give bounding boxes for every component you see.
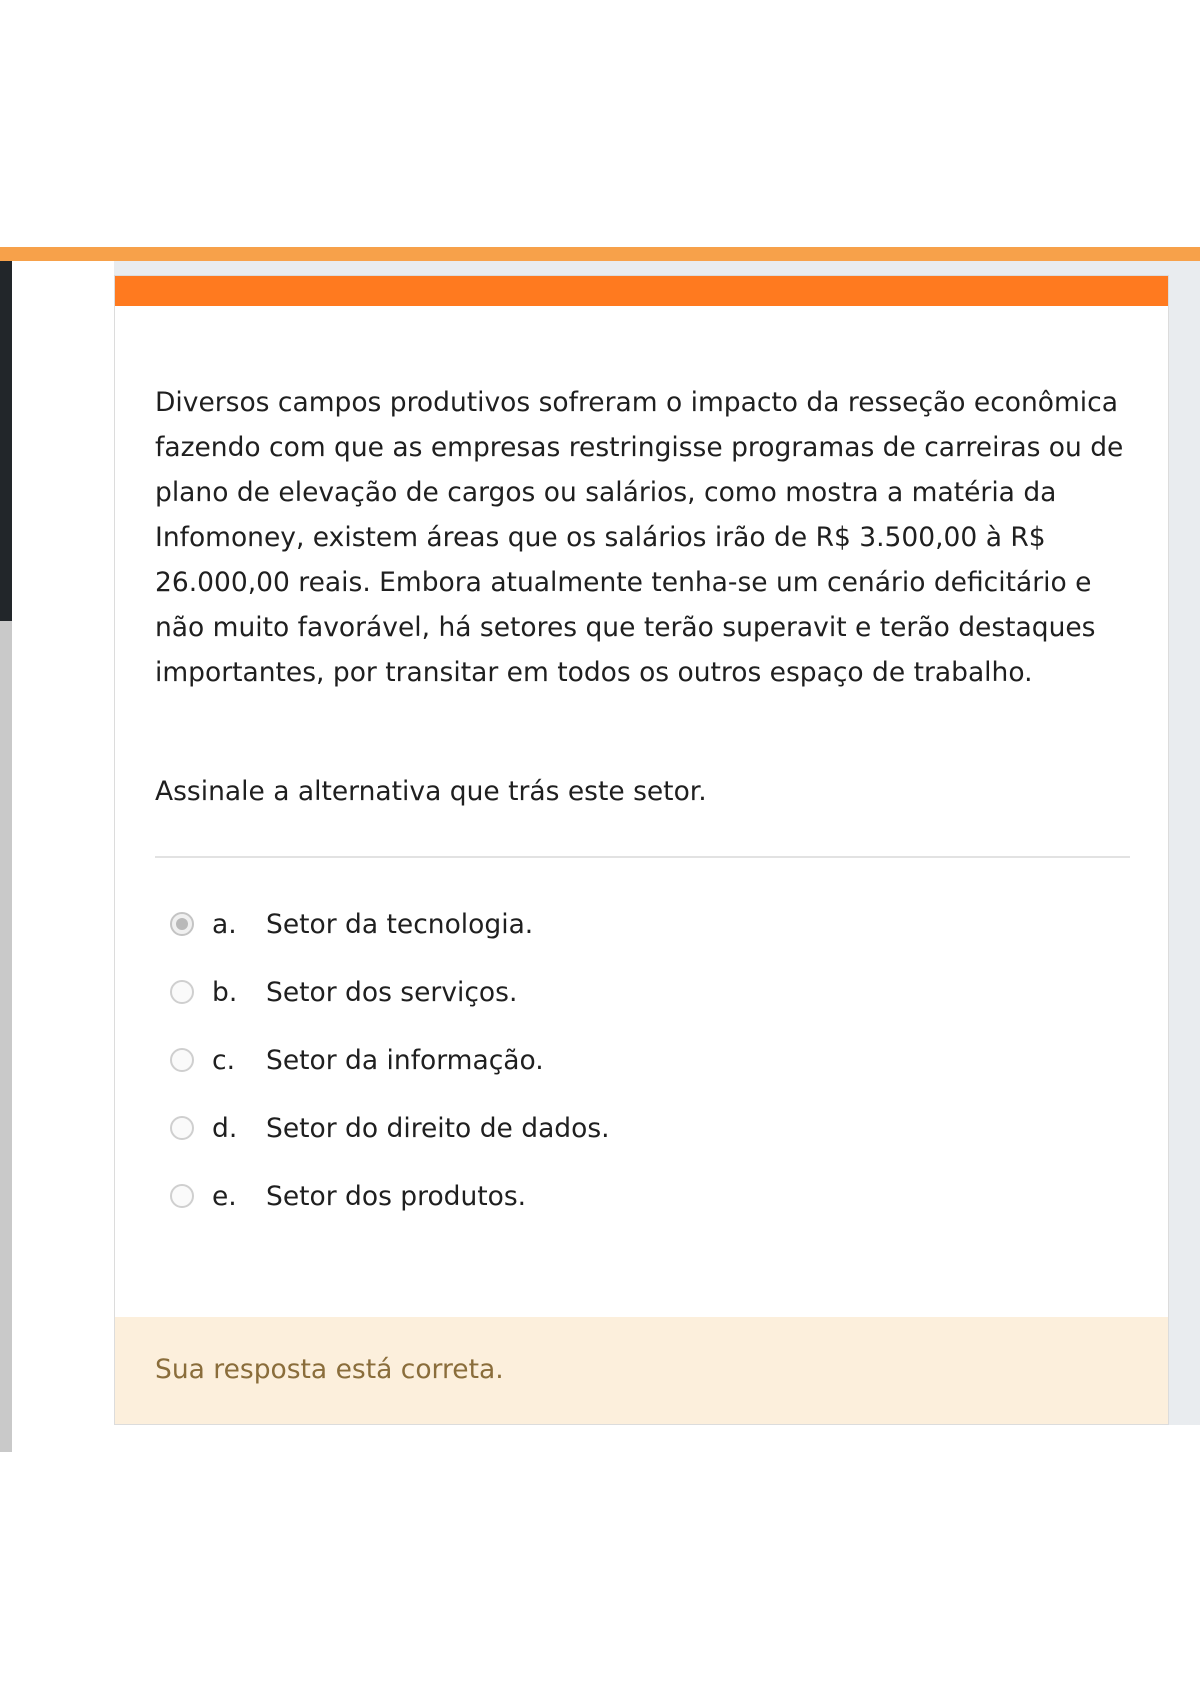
option-d[interactable] <box>170 1094 1070 1162</box>
option-a[interactable] <box>170 890 1070 958</box>
option-label[interactable]: Setor do direito de dados. <box>266 1112 610 1144</box>
right-margin <box>1169 275 1200 1425</box>
question-card <box>114 275 1169 1425</box>
option-label[interactable]: Setor da tecnologia. <box>266 908 534 940</box>
radio-button-d[interactable] <box>170 1116 194 1140</box>
divider <box>155 856 1130 858</box>
left-margin <box>12 261 114 1452</box>
radio-button-c[interactable] <box>170 1048 194 1072</box>
option-letter: c. <box>212 1044 235 1076</box>
radio-dot-icon <box>176 918 188 930</box>
answer-options <box>170 890 1070 1230</box>
question-prompt: Assinale a alternativa que trás este setor. <box>155 776 707 807</box>
option-label[interactable]: Setor dos serviços. <box>266 976 518 1008</box>
option-letter: b. <box>212 976 238 1008</box>
option-b[interactable] <box>170 958 1070 1026</box>
feedback-message: Sua resposta está correta. <box>155 1354 504 1385</box>
feedback-box <box>115 1317 1168 1424</box>
quiz-screen <box>0 247 1200 1452</box>
option-letter: a. <box>212 908 237 940</box>
radio-button-e[interactable] <box>170 1184 194 1208</box>
radio-button-b[interactable] <box>170 980 194 1004</box>
option-label[interactable]: Setor da informação. <box>266 1044 544 1076</box>
sidebar-edge-dark <box>0 261 12 621</box>
radio-button-a[interactable] <box>170 912 194 936</box>
option-letter: d. <box>212 1112 238 1144</box>
below-card-area <box>114 1425 1200 1452</box>
option-letter: e. <box>212 1180 237 1212</box>
sidebar-edge-light <box>0 621 12 1452</box>
top-accent-bar <box>0 247 1200 261</box>
option-e[interactable] <box>170 1162 1070 1230</box>
card-header-bar <box>115 276 1168 306</box>
option-c[interactable] <box>170 1026 1070 1094</box>
option-label[interactable]: Setor dos produtos. <box>266 1180 527 1212</box>
question-text: Diversos campos produtivos sofreram o impacto da resseção econômica fazendo com que as empresas restringisse programas de carreiras ou de plano de elevação de cargos ou salários, como mostra a matéria da Infomoney, existem áreas que os salários irão de R$ 3.500,00 à R$ 26.000,00 reais. Embora atualmente tenha-se um cenário deficitário e não muito favorável, há setores que terão superavit e terão destaques importantes, por transitar em todos os outros espaço de trabalho. <box>155 387 1124 688</box>
